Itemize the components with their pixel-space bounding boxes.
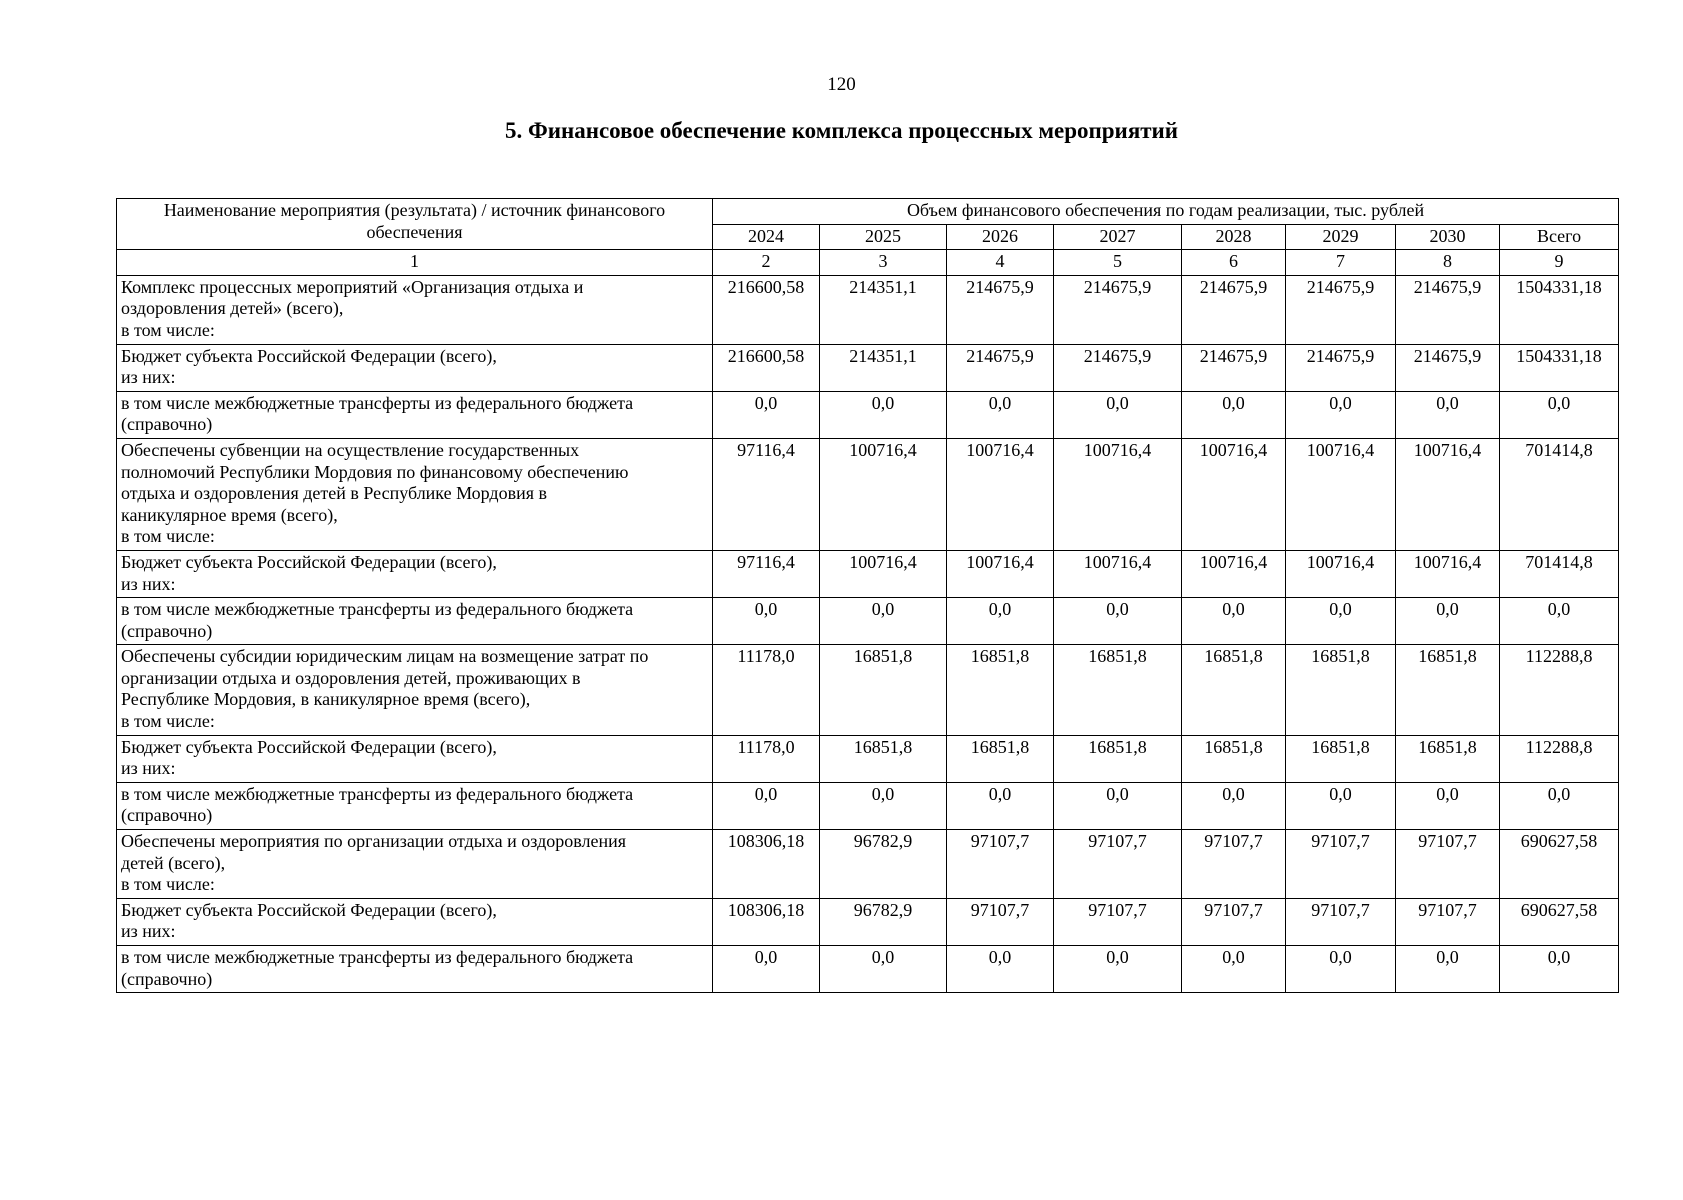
row-total-value: 1504331,18: [1500, 275, 1619, 344]
row-label: [117, 830, 713, 899]
table-row: [117, 782, 1619, 829]
row-year-value: 11178,0: [713, 735, 820, 782]
row-year-value: 100716,4: [1054, 438, 1182, 550]
row-total-value: 112288,8: [1500, 735, 1619, 782]
row-year-value: 97107,7: [1182, 898, 1286, 945]
row-label: [117, 438, 713, 550]
column-index: 8: [1396, 250, 1500, 276]
row-year-value: 100716,4: [1396, 438, 1500, 550]
row-total-value: 0,0: [1500, 391, 1619, 438]
row-label: [117, 598, 713, 645]
column-header-name: Наименование мероприятия (результата) / источник финансового обеспечения: [117, 199, 713, 250]
row-label-line: в том числе межбюджетные трансферты из федерального бюджета: [121, 392, 634, 413]
row-label: [117, 550, 713, 597]
row-year-value: 0,0: [713, 946, 820, 993]
row-year-value: 100716,4: [947, 438, 1054, 550]
row-year-value: 0,0: [1182, 946, 1286, 993]
row-year-value: 0,0: [1054, 598, 1182, 645]
row-year-value: 0,0: [1286, 782, 1396, 829]
column-index: 4: [947, 250, 1054, 276]
row-label-line: Бюджет субъекта Российской Федерации (всего),: [121, 736, 497, 757]
row-year-value: 97107,7: [1182, 830, 1286, 899]
row-year-value: 214675,9: [1396, 344, 1500, 391]
column-header-group: Объем финансового обеспечения по годам реализации, тыс. рублей: [713, 199, 1619, 225]
row-label: [117, 344, 713, 391]
row-total-value: 0,0: [1500, 946, 1619, 993]
row-year-value: 108306,18: [713, 898, 820, 945]
row-year-value: 214675,9: [947, 275, 1054, 344]
row-year-value: 97107,7: [1396, 830, 1500, 899]
row-label: [117, 275, 713, 344]
row-year-value: 214351,1: [820, 344, 947, 391]
page-number: 120: [827, 74, 856, 95]
row-year-value: 0,0: [1396, 946, 1500, 993]
row-label-line: организации отдыха и оздоровления детей, проживающих в: [121, 667, 581, 688]
row-total-value: 0,0: [1500, 598, 1619, 645]
row-year-value: 0,0: [1182, 391, 1286, 438]
row-year-value: 100716,4: [1286, 550, 1396, 597]
row-year-value: 214675,9: [1182, 275, 1286, 344]
financing-table: [116, 198, 1619, 993]
row-year-value: 0,0: [713, 598, 820, 645]
row-year-value: 0,0: [713, 391, 820, 438]
row-year-value: 97107,7: [1054, 830, 1182, 899]
table-row: [117, 391, 1619, 438]
row-label-line: каникулярное время (всего),: [121, 504, 338, 525]
column-index: 6: [1182, 250, 1286, 276]
row-year-value: 97107,7: [1396, 898, 1500, 945]
row-label-line: (справочно): [121, 414, 213, 435]
row-label-line: Бюджет субъекта Российской Федерации (всего),: [121, 899, 497, 920]
row-total-value: 112288,8: [1500, 645, 1619, 735]
row-year-value: 16851,8: [1396, 735, 1500, 782]
table-row: [117, 598, 1619, 645]
row-year-value: 0,0: [1054, 391, 1182, 438]
column-index: 7: [1286, 250, 1396, 276]
table-row: [117, 830, 1619, 899]
row-year-value: 0,0: [1286, 391, 1396, 438]
row-label-line: из них:: [121, 367, 176, 388]
row-label-line: в том числе межбюджетные трансферты из федерального бюджета: [121, 599, 634, 620]
row-year-value: 0,0: [1396, 598, 1500, 645]
row-year-value: 97107,7: [947, 898, 1054, 945]
row-label-line: (справочно): [121, 620, 213, 641]
row-total-value: 1504331,18: [1500, 344, 1619, 391]
row-label-line: в том числе межбюджетные трансферты из федерального бюджета: [121, 947, 634, 967]
row-label-line: Обеспечены мероприятия по организации отдыха и оздоровления: [121, 831, 627, 852]
row-label-line: Бюджет субъекта Российской Федерации (всего),: [121, 345, 497, 366]
column-header-year: 2030: [1396, 224, 1500, 250]
row-label-line: отдыха и оздоровления детей в Республике Мордовия в: [121, 483, 547, 504]
row-total-value: 690627,58: [1500, 830, 1619, 899]
row-total-value: 701414,8: [1500, 438, 1619, 550]
row-label-line: в том числе:: [121, 526, 215, 547]
row-year-value: 214675,9: [1396, 275, 1500, 344]
row-year-value: 216600,58: [713, 275, 820, 344]
table-row: [117, 898, 1619, 945]
column-header-year: 2029: [1286, 224, 1396, 250]
column-index: 2: [713, 250, 820, 276]
column-index: 9: [1500, 250, 1619, 276]
row-year-value: 16851,8: [1182, 645, 1286, 735]
row-year-value: 100716,4: [820, 438, 947, 550]
row-label-line: в том числе межбюджетные трансферты из федерального бюджета: [121, 783, 634, 804]
row-label-line: Обеспечены субсидии юридическим лицам на возмещение затрат по: [121, 646, 649, 667]
table-row: [117, 735, 1619, 782]
row-year-value: 0,0: [1182, 782, 1286, 829]
row-year-value: 96782,9: [820, 898, 947, 945]
row-year-value: 97116,4: [713, 550, 820, 597]
row-year-value: 11178,0: [713, 645, 820, 735]
row-label: [117, 782, 713, 829]
row-year-value: 214675,9: [1182, 344, 1286, 391]
row-label-line: Обеспечены субвенции на осуществление государственных: [121, 439, 580, 460]
row-year-value: 108306,18: [713, 830, 820, 899]
row-year-value: 97107,7: [1286, 830, 1396, 899]
row-year-value: 100716,4: [1054, 550, 1182, 597]
row-total-value: 690627,58: [1500, 898, 1619, 945]
row-year-value: 214675,9: [1054, 275, 1182, 344]
row-year-value: 16851,8: [1054, 735, 1182, 782]
row-year-value: 0,0: [1396, 391, 1500, 438]
row-label-line: в том числе:: [121, 874, 215, 895]
row-year-value: 16851,8: [1182, 735, 1286, 782]
row-total-value: 701414,8: [1500, 550, 1619, 597]
row-label-line: из них:: [121, 921, 176, 942]
row-year-value: 0,0: [947, 782, 1054, 829]
row-year-value: 16851,8: [820, 645, 947, 735]
row-year-value: 0,0: [713, 782, 820, 829]
row-year-value: 216600,58: [713, 344, 820, 391]
row-label: [117, 391, 713, 438]
row-year-value: 16851,8: [947, 735, 1054, 782]
header-row-top: [117, 199, 1619, 225]
row-label-line: (справочно): [121, 805, 213, 826]
row-label-line: Комплекс процессных мероприятий «Организация отдыха и: [121, 276, 584, 297]
table-row: [117, 344, 1619, 391]
row-year-value: 214675,9: [1054, 344, 1182, 391]
row-year-value: 16851,8: [1286, 645, 1396, 735]
row-label-line: (справочно): [121, 968, 213, 989]
row-label-line: полномочий Республики Мордовия по финансовому обеспечению: [121, 461, 629, 482]
row-label-line: оздоровления детей» (всего),: [121, 298, 344, 319]
row-label-line: детей (всего),: [121, 852, 226, 873]
column-header-year: 2024: [713, 224, 820, 250]
section-title: 5. Финансовое обеспечение комплекса процессных мероприятий: [504, 118, 1179, 143]
column-header-year: 2028: [1182, 224, 1286, 250]
row-label-line: в том числе:: [121, 319, 215, 340]
row-label-line: из них:: [121, 758, 176, 779]
row-year-value: 100716,4: [820, 550, 947, 597]
row-label-line: из них:: [121, 573, 176, 594]
table-row: [117, 946, 1619, 993]
row-year-value: 214675,9: [1286, 344, 1396, 391]
column-header-year: 2027: [1054, 224, 1182, 250]
row-year-value: 100716,4: [1182, 438, 1286, 550]
row-year-value: 97107,7: [947, 830, 1054, 899]
column-header-year: 2026: [947, 224, 1054, 250]
row-label-line: в том числе:: [121, 711, 215, 732]
row-year-value: 214675,9: [1286, 275, 1396, 344]
row-year-value: 97107,7: [1054, 898, 1182, 945]
row-year-value: 100716,4: [1286, 438, 1396, 550]
row-year-value: 100716,4: [1182, 550, 1286, 597]
row-year-value: 97116,4: [713, 438, 820, 550]
row-label-line: Республике Мордовия, в каникулярное время (всего),: [121, 689, 531, 710]
column-header-total: Всего: [1500, 224, 1619, 250]
table-row: [117, 645, 1619, 735]
row-year-value: 0,0: [1182, 598, 1286, 645]
row-label: [117, 735, 713, 782]
table-row: [117, 550, 1619, 597]
row-label: [117, 946, 713, 993]
column-index: 5: [1054, 250, 1182, 276]
row-year-value: 0,0: [947, 391, 1054, 438]
table-row: [117, 275, 1619, 344]
row-year-value: 214675,9: [947, 344, 1054, 391]
row-year-value: 16851,8: [1396, 645, 1500, 735]
row-year-value: 16851,8: [820, 735, 947, 782]
column-index-row: [117, 250, 1619, 276]
row-year-value: 0,0: [947, 598, 1054, 645]
row-year-value: 97107,7: [1286, 898, 1396, 945]
row-year-value: 16851,8: [1286, 735, 1396, 782]
row-label: [117, 898, 713, 945]
row-year-value: 0,0: [820, 391, 947, 438]
row-year-value: 100716,4: [1396, 550, 1500, 597]
row-year-value: 0,0: [1396, 782, 1500, 829]
row-year-value: 100716,4: [947, 550, 1054, 597]
table-body: [117, 275, 1619, 992]
column-header-year: 2025: [820, 224, 947, 250]
table-row: [117, 438, 1619, 550]
row-year-value: 16851,8: [1054, 645, 1182, 735]
row-year-value: 0,0: [947, 946, 1054, 993]
column-index: 3: [820, 250, 947, 276]
row-year-value: 0,0: [1054, 782, 1182, 829]
row-label: [117, 645, 713, 735]
row-year-value: 0,0: [820, 946, 947, 993]
row-year-value: 214351,1: [820, 275, 947, 344]
row-year-value: 16851,8: [947, 645, 1054, 735]
row-label-line: Бюджет субъекта Российской Федерации (всего),: [121, 551, 497, 572]
row-year-value: 96782,9: [820, 830, 947, 899]
row-year-value: 0,0: [820, 782, 947, 829]
row-year-value: 0,0: [1286, 598, 1396, 645]
row-year-value: 0,0: [820, 598, 947, 645]
column-index: 1: [117, 250, 713, 276]
row-year-value: 0,0: [1286, 946, 1396, 993]
row-total-value: 0,0: [1500, 782, 1619, 829]
row-year-value: 0,0: [1054, 946, 1182, 993]
